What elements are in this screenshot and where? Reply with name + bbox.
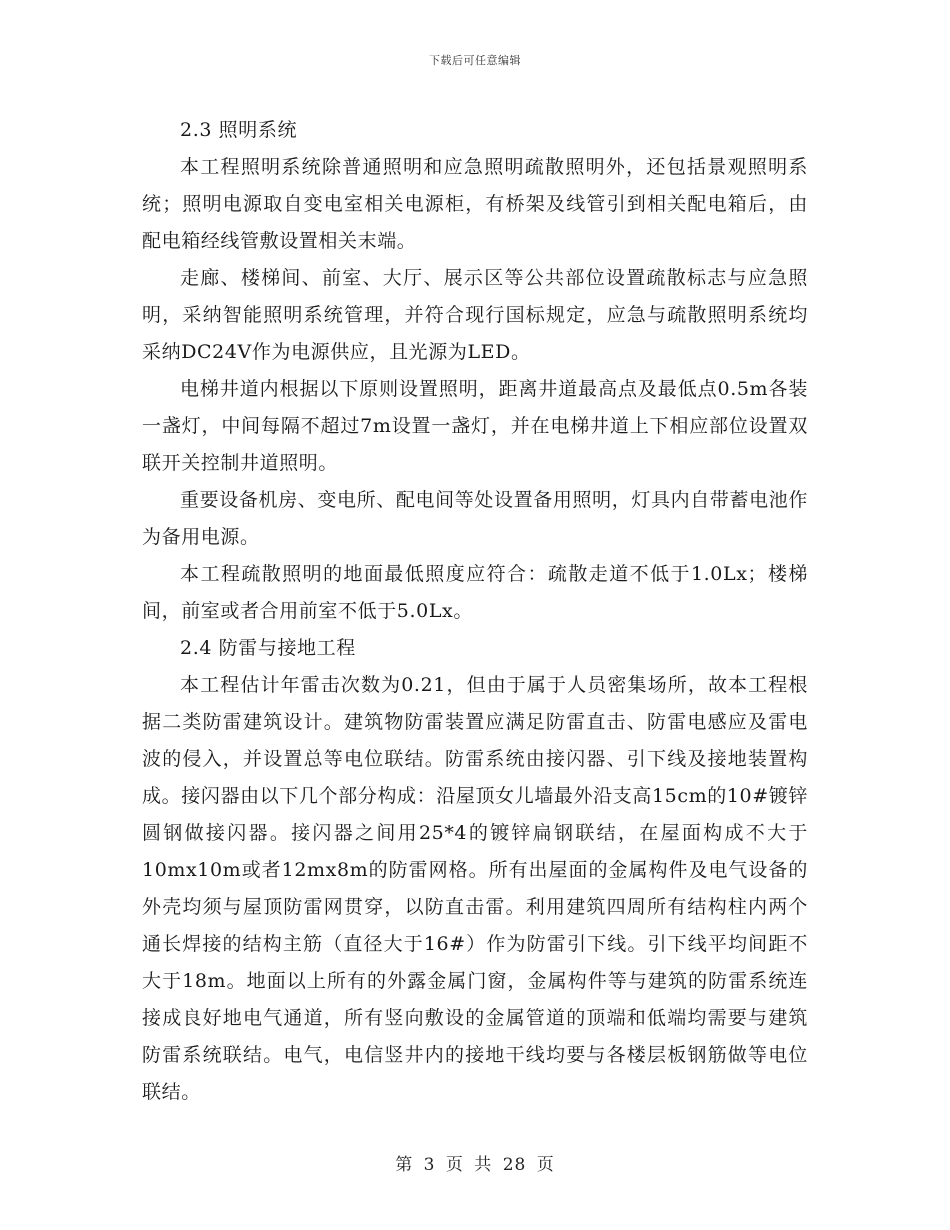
section-heading-lightning-protection: 2.4 防雷与接地工程: [180, 637, 356, 659]
header-note: 下载后可任意编辑: [429, 54, 521, 67]
document-body: [142, 112, 808, 1111]
paragraph-emergency-lighting: 走廊、楼梯间、前室、大厅、展示区等公共部位设置疏散标志与应急照明，采纳智能照明系统管理，并符合现行国标规定，应急与疏散照明系统均采纳DC24V作为电源供应，且光源为LED。: [142, 267, 808, 363]
section-heading-lighting: 2.3 照明系统: [180, 119, 298, 141]
paragraph-lighting-overview: 本工程照明系统除普通照明和应急照明疏散照明外，还包括景观照明系统；照明电源取自变电室相关电源柜，有桥架及线管引到相关配电箱后，由配电箱经线管敷设置相关末端。: [142, 156, 808, 252]
paragraph-backup-lighting: 重要设备机房、变电所、配电间等处设置备用照明，灯具内自带蓄电池作为备用电源。: [142, 489, 808, 548]
paragraph-elevator-shaft-lighting: 电梯井道内根据以下原则设置照明，距离井道最高点及最低点0.5m各装一盏灯，中间每隔不超过7m设置一盏灯，并在电梯井道上下相应部位设置双联开关控制井道照明。: [142, 378, 808, 474]
paragraph-lightning-protection: 本工程估计年雷击次数为0.21，但由于属于人员密集场所，故本工程根据二类防雷建筑设计。建筑物防雷装置应满足防雷直击、防雷电感应及雷电波的侵入，并设置总等电位联结。防雷系统由接闪器、引下线及接地装置构成。接闪器由以下几个部分构成：沿屋顶女儿墙最外沿支高15cm的10#镀锌圆钢做接闪器。接闪器之间用25*4的镀锌扁钢联结，在屋面构成不大于10mx10m或者12mx8m的防雷网格。所有出屋面的金属构件及电气设备的外壳均须与屋顶防雷网贯穿，以防直击雷。利用建筑四周所有结构柱内两个通长焊接的结构主筋（直径大于16#）作为防雷引下线。引下线平均间距不大于18m。地面以上所有的外露金属门窗，金属构件等与建筑的防雷系统连接成良好地电气通道，所有竖向敷设的金属管道的顶端和低端均需要与建筑防雷系统联结。电气，电信竖井内的接地干线均要与各楼层板钢筋做等电位联结。: [142, 674, 808, 1103]
page-number: 第 3 页 共 28 页: [395, 1155, 555, 1175]
paragraph-evacuation-illuminance: 本工程疏散照明的地面最低照度应符合：疏散走道不低于1.0Lx；楼梯间，前室或者合用前室不低于5.0Lx。: [142, 563, 808, 622]
